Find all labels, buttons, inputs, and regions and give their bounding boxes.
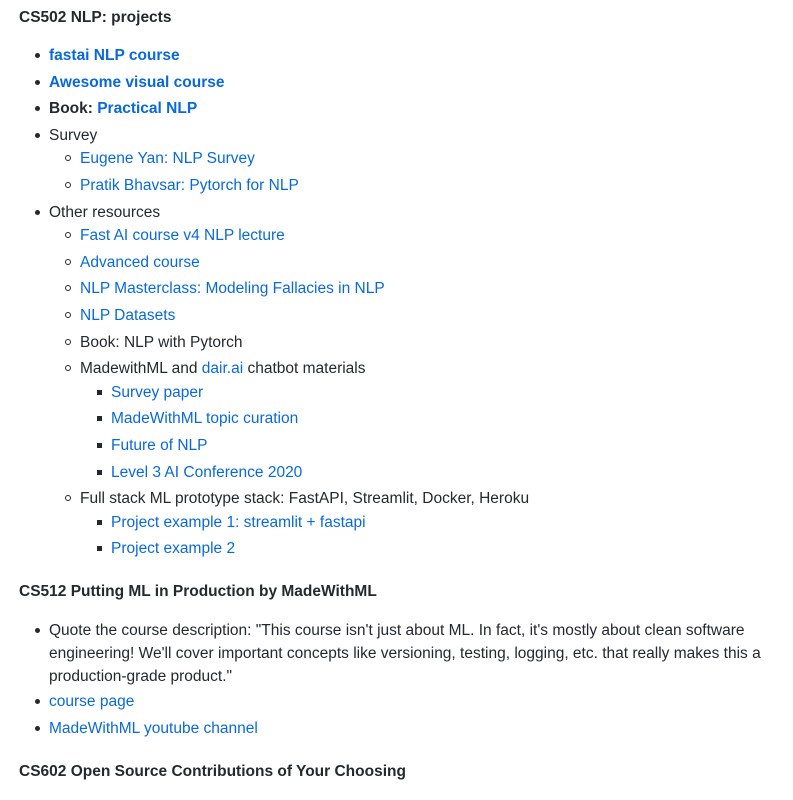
link-future-of-nlp[interactable]: Future of NLP xyxy=(111,437,208,454)
bullet-circle-icon xyxy=(63,306,75,326)
list-item xyxy=(80,279,385,299)
item-text-survey: Survey xyxy=(49,127,98,144)
bullet-square-icon xyxy=(94,463,106,483)
link-survey-paper[interactable]: Survey paper xyxy=(111,384,204,401)
link-advanced-course[interactable]: Advanced course xyxy=(80,254,200,271)
bullet-disc-icon xyxy=(32,126,44,146)
link-madewithml-topic-curation[interactable]: MadeWithML topic curation xyxy=(111,410,299,427)
bullet-square-icon xyxy=(94,539,106,559)
list-item xyxy=(80,333,243,353)
link-practical-nlp[interactable]: Practical NLP xyxy=(97,100,198,117)
item-text-book-nlp-pytorch: Book: NLP with Pytorch xyxy=(80,334,243,351)
list-item xyxy=(49,46,180,66)
bullet-square-icon xyxy=(94,436,106,456)
item-text-full-stack: Full stack ML prototype stack: FastAPI, Streamlit, Docker, Heroku xyxy=(80,490,530,507)
list-item xyxy=(111,383,203,403)
link-awesome-visual-course[interactable]: Awesome visual course xyxy=(49,74,225,91)
bullet-circle-icon xyxy=(63,279,75,299)
link-nlp-masterclass[interactable]: NLP Masterclass: Modeling Fallacies in NLP xyxy=(80,280,385,297)
list-item xyxy=(49,692,134,712)
link-madewithml-youtube[interactable]: MadeWithML youtube channel xyxy=(49,720,258,737)
item-prefix: MadewithML and xyxy=(80,360,202,377)
list-item xyxy=(49,99,197,119)
list-item xyxy=(80,489,529,509)
list-item xyxy=(80,253,200,273)
list-item xyxy=(80,359,366,379)
bullet-circle-icon xyxy=(63,489,75,509)
link-eugene-yan-nlp-survey[interactable]: Eugene Yan: NLP Survey xyxy=(80,150,255,167)
bullet-circle-icon xyxy=(63,333,75,353)
bullet-circle-icon xyxy=(63,226,75,246)
section-heading-cs602: CS602 Open Source Contributions of Your Choosing xyxy=(19,763,406,780)
item-text-other-resources: Other resources xyxy=(49,204,161,221)
link-project-example-2[interactable]: Project example 2 xyxy=(111,540,236,557)
list-item xyxy=(80,306,175,326)
list-item xyxy=(111,409,298,429)
bullet-disc-icon xyxy=(32,692,44,712)
bullet-square-icon xyxy=(94,513,106,533)
bullet-circle-icon xyxy=(63,253,75,273)
link-nlp-datasets[interactable]: NLP Datasets xyxy=(80,307,176,324)
bullet-circle-icon xyxy=(63,149,75,169)
section-heading-cs512: CS512 Putting ML in Production by MadeWithML xyxy=(19,583,377,600)
list-item xyxy=(49,203,160,223)
link-pratik-bhavsar-pytorch[interactable]: Pratik Bhavsar: Pytorch for NLP xyxy=(80,177,299,194)
bullet-square-icon xyxy=(94,383,106,403)
bullet-circle-icon xyxy=(63,359,75,379)
list-item xyxy=(111,463,302,483)
list-item xyxy=(49,126,97,146)
list-item xyxy=(111,513,366,533)
list-item xyxy=(111,539,235,559)
item-prefix: Book: xyxy=(49,100,98,117)
list-item xyxy=(80,149,255,169)
item-suffix: chatbot materials xyxy=(243,360,366,377)
bullet-circle-icon xyxy=(63,176,75,196)
link-level3-ai-conference[interactable]: Level 3 AI Conference 2020 xyxy=(111,464,303,481)
link-course-page[interactable]: course page xyxy=(49,693,135,710)
bullet-disc-icon xyxy=(32,99,44,119)
list-item xyxy=(80,176,299,196)
link-fastai-v4-lecture[interactable]: Fast AI course v4 NLP lecture xyxy=(80,227,285,244)
link-fastai-nlp-course[interactable]: fastai NLP course xyxy=(49,47,180,64)
list-item xyxy=(49,719,258,739)
bullet-disc-icon xyxy=(32,46,44,66)
course-description-quote: Quote the course description: "This course isn't just about ML. In fact, it's mostly about clean software engineering! We'll cover important concepts like versioning, testing, logging, etc. that really makes this a production-grade product." xyxy=(49,622,761,685)
list-item xyxy=(111,436,208,456)
link-project-example-1[interactable]: Project example 1: streamlit + fastapi xyxy=(111,514,366,531)
list-item xyxy=(49,73,224,93)
bullet-disc-icon xyxy=(32,719,44,739)
bullet-disc-icon xyxy=(32,621,44,641)
list-item xyxy=(80,226,285,246)
bullet-disc-icon xyxy=(32,203,44,223)
section-heading-cs502: CS502 NLP: projects xyxy=(19,9,172,26)
list-item-quote xyxy=(49,619,779,688)
bullet-square-icon xyxy=(94,409,106,429)
link-dair-ai[interactable]: dair.ai xyxy=(201,360,244,377)
bullet-disc-icon xyxy=(32,73,44,93)
